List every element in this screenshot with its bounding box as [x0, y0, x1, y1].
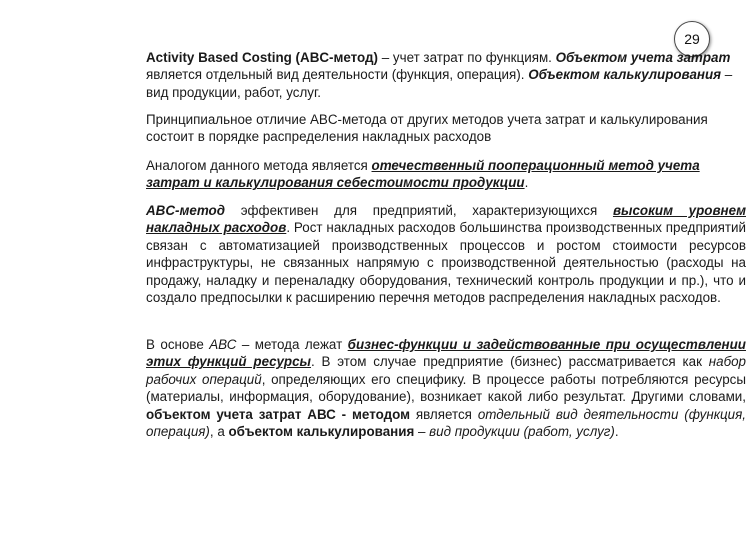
analog-method-term: отечественный пооперационный метод учета затрат и калькулирования себестоимости продукции — [146, 158, 700, 191]
paragraph-principal-difference — [72, 111, 746, 146]
text: Аналогом данного метода является — [146, 158, 372, 173]
product-type-term: вид продукции (работ, услуг) — [429, 424, 615, 440]
abc-cost-object-term: объектом учета затрат АВС - методом — [146, 406, 410, 422]
costing-object-term-2: объектом калькулирования — [228, 424, 415, 440]
costing-object-term: Объектом калькулирования — [528, 67, 722, 83]
text: . — [614, 424, 619, 440]
page-number-badge: 29 — [674, 21, 710, 57]
cost-object-term: Объектом учета затрат — [555, 50, 731, 65]
operations-set-term: набор рабочих операций — [146, 354, 746, 387]
text: . — [524, 175, 529, 191]
text: – вид продукции, работ, услуг. — [146, 67, 733, 100]
abc-abbr: АВС — [209, 337, 237, 352]
text: является отдельный вид деятельности (функция, операция). — [146, 67, 529, 83]
text: . В этом случае предприятие (бизнес) рассматривается как — [310, 354, 709, 370]
paragraph-abc-definition — [72, 49, 746, 101]
text: эффективен для предприятий, характеризующихся — [225, 203, 613, 218]
text: , определяющих его специфику. В процессе работы потребляются ресурсы (материалы, информация, оборудование), возникает какой либо результат. Другими словами, — [146, 371, 746, 405]
abc-method-term: ABC-метод — [146, 203, 226, 218]
high-overhead-term: высоким уровнем накладных расходов — [146, 203, 746, 236]
paragraph-abc-basis — [72, 336, 746, 440]
paragraph-abc-effectiveness — [72, 202, 746, 306]
activity-type-term: отдельный вид деятельности (функция, операция) — [146, 406, 746, 440]
text: – учет затрат по функциям. — [378, 50, 556, 65]
text: В основе — [146, 337, 210, 352]
text: . Рост накладных расходов большинства производственных предприятий связан с автоматизацией производственных процессов и ростом стоимости ресурсов инфраструктуры, не связанных напрямую с производственной деятельностью (расходы на продажу, наладку и переналадку оборудования, технический контроль продукции и пр.), что и создало предпосылки к расширению перечня методов распределения накладных расходов. — [146, 220, 746, 306]
text: , а — [209, 424, 229, 440]
text: Принципиальное отличие ABC-метода от других методов учета затрат и калькулирования состоит в порядке распределения накладных расходов — [146, 112, 708, 145]
text: является — [409, 406, 478, 422]
text: – метода лежат — [236, 337, 348, 352]
paragraph-analog-method — [72, 157, 746, 192]
abc-term: Activity Based Costing (ABC-метод) — [146, 50, 379, 65]
business-functions-term: бизнес-функции и задействованные при осуществлении этих функций ресурсы — [146, 337, 746, 370]
text: – — [414, 424, 430, 440]
